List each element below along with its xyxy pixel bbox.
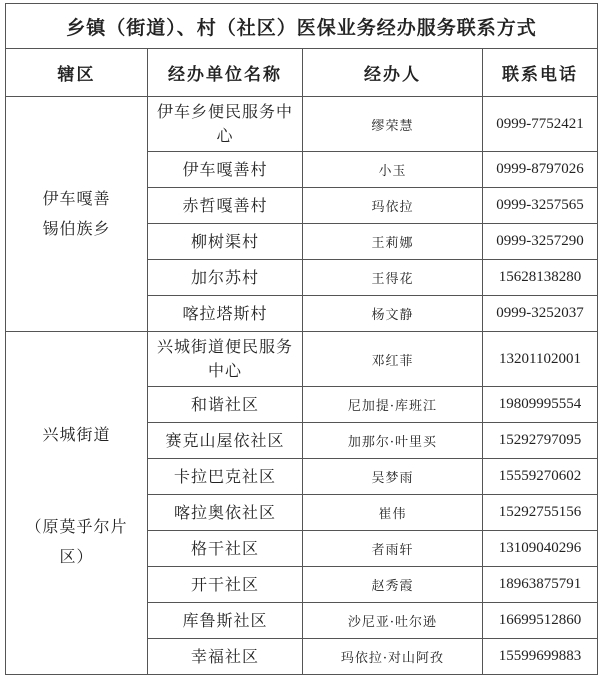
table-title: 乡镇（街道）、村（社区）医保业务经办服务联系方式 (6, 4, 598, 49)
contact-person: 杨文静 (303, 296, 483, 332)
title-row (6, 4, 598, 49)
unit-name: 柳树渠村 (148, 224, 303, 260)
contact-person: 崔伟 (303, 495, 483, 531)
contact-person: 小玉 (303, 152, 483, 188)
unit-name: 伊车乡便民服务中心 (148, 97, 303, 152)
contact-phone: 0999-8797026 (483, 152, 598, 188)
district-note-line: （原莫乎尔片 (25, 517, 128, 536)
unit-name: 伊车嘎善村 (148, 152, 303, 188)
contact-phone: 0999-3257565 (483, 188, 598, 224)
contact-person: 者雨轩 (303, 531, 483, 567)
contact-person: 玛依拉·对山阿孜 (303, 639, 483, 675)
contact-person: 吴梦雨 (303, 459, 483, 495)
unit-name: 卡拉巴克社区 (148, 459, 303, 495)
contact-phone: 16699512860 (483, 603, 598, 639)
contact-phone: 15292755156 (483, 495, 598, 531)
contact-person: 缪荣慧 (303, 97, 483, 152)
contact-phone: 15628138280 (483, 260, 598, 296)
unit-name: 赤哲嘎善村 (148, 188, 303, 224)
unit-name: 喀拉塔斯村 (148, 296, 303, 332)
unit-name: 幸福社区 (148, 639, 303, 675)
contact-person: 王莉娜 (303, 224, 483, 260)
contact-person: 赵秀霞 (303, 567, 483, 603)
district-name-line: 伊车嘎善 (42, 189, 111, 208)
contact-phone: 19809995554 (483, 387, 598, 423)
unit-name: 格干社区 (148, 531, 303, 567)
contact-phone: 15292797095 (483, 423, 598, 459)
contact-phone: 0999-3257290 (483, 224, 598, 260)
table-row (6, 97, 598, 152)
unit-name: 开干社区 (148, 567, 303, 603)
contact-phone: 13201102001 (483, 332, 598, 387)
district-name-line: 兴城街道 (42, 425, 111, 444)
header-phone: 联系电话 (483, 49, 598, 97)
contact-phone: 18963875791 (483, 567, 598, 603)
contact-person: 邓红菲 (303, 332, 483, 387)
district-cell (6, 97, 148, 332)
contact-person: 沙尼亚·吐尔逊 (303, 603, 483, 639)
contact-phone: 0999-7752421 (483, 97, 598, 152)
contact-phone: 15559270602 (483, 459, 598, 495)
header-row (6, 49, 598, 97)
contact-phone: 13109040296 (483, 531, 598, 567)
header-person: 经办人 (303, 49, 483, 97)
contact-person: 尼加提·库班江 (303, 387, 483, 423)
district-cell (6, 332, 148, 675)
district-name-line: 锡伯族乡 (42, 219, 111, 238)
district-note-line: 区） (59, 547, 94, 566)
contact-person: 王得花 (303, 260, 483, 296)
contact-phone: 0999-3252037 (483, 296, 598, 332)
contact-person: 玛依拉 (303, 188, 483, 224)
unit-name: 加尔苏村 (148, 260, 303, 296)
contact-table (5, 3, 598, 675)
header-district: 辖区 (6, 49, 148, 97)
contact-phone: 15599699883 (483, 639, 598, 675)
table-row (6, 332, 598, 387)
unit-name: 赛克山屋依社区 (148, 423, 303, 459)
unit-name: 和谐社区 (148, 387, 303, 423)
unit-name: 库鲁斯社区 (148, 603, 303, 639)
unit-name: 喀拉奥依社区 (148, 495, 303, 531)
contact-person: 加那尔·叶里买 (303, 423, 483, 459)
header-unit: 经办单位名称 (148, 49, 303, 97)
unit-name: 兴城街道便民服务中心 (148, 332, 303, 387)
